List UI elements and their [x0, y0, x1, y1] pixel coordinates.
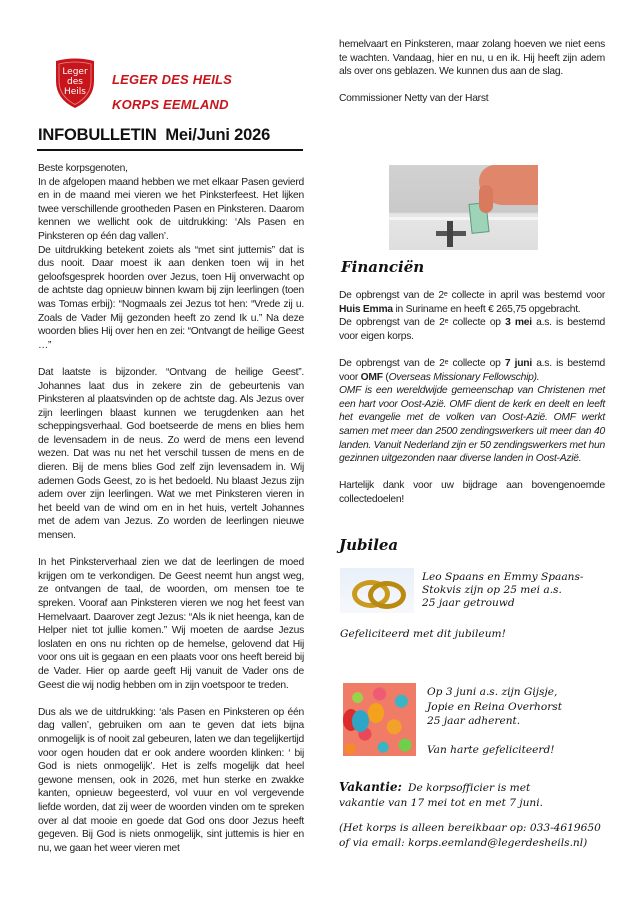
bulletin-title: INFOBULLETIN Mei/Juni 2026 — [38, 126, 271, 144]
svg-text:des: des — [67, 77, 83, 87]
letter-paragraph: Dus als we de uitdrukking: ‘als Pasen en Pinksteren op één dag vallen’, gebruiken om aan te geven dat iets bijna onmogelijk is of nooit zal gebeuren, laten we dan tegelijkertijd voor ogen houden dat er ook andere woorden klinken: ‘ bij God is niets onmogelijk’. Het is zelfs mogelijk dat heel gewone mensen, ook in 2026, met hun sterke en zwakke kanten, opnieuw begeesterd, vol vuur en vol vergevende liefde worden, dat zij weer de woorden vinden om te spreken over al dat mooie en goede dat God ons door Jezus heeft gegeven. Bij God is niets onmogelijk, sint juttemis is hier en nu, we gaan het weer vieren met — [38, 706, 304, 854]
org-name: LEGER DES HEILS — [112, 72, 233, 87]
balloon-icon — [368, 703, 384, 723]
letter-continuation-text: hemelvaart en Pinksteren, maar zolang hoeven we niet eens te wachten. Vandaag, hier en nu, u en ik. Hij heeft zijn adem als over ons geblazen. We kunnen dus aan de slag. — [339, 39, 605, 78]
letter-paragraph: In de afgelopen maand hebben we met elkaar Pasen gevierd en in de maand mei vieren we het Pinksterfeest. Het lijken twee verschillende grootheden Pasen en Pinksteren. Daarom kennen we wellicht ook de uitdrukking: ‘Als Pasen en Pinksteren op één dag vallen’. — [38, 176, 304, 242]
jubilee-adherent-congrats: Van harte gefeliciteerd! — [427, 744, 555, 756]
letter-continuation — [339, 38, 605, 106]
vacation-section: Vakantie: De korpsofficier is met vakantie van 17 mei tot en met 7 juni. (Het korps is alleen bereikbaar op: 033-4619650 of via email: korps.eemland@legerdesheils.nl) — [339, 780, 619, 851]
letter-paragraph: In het Pinksterverhaal zien we dat de leerlingen de moed krijgen om te verkondigen. De Geest neemt hun angst weg, ze ontvangen de taal, de woorden, om mensen toe te spreken. Vooraf aan Pinksteren vieren we nog het feest van Hemelvaart. Daarover zegt Jezus: “Als ik niet heenga, kan de Helper niet tot jullie komen.” Wij moeten de aardse Jezus loslaten en ons nu richten op de hemelse, gelovend dat Hij voor ons uit is gegaan en een plaats voor ons heeft bereid bij de Vader. Hier op aarde geeft Hij vanuit de Vader ons de Geest die wij nodig hebben om in zijn voetspoor te treden. — [38, 557, 304, 691]
jubilee-wedding-text: Leo Spaans en Emmy Spaans- Stokvis zijn op 25 mei a.s. 25 jaar getrouwd — [422, 571, 584, 609]
balloon-icon — [352, 710, 369, 732]
letter-paragraph: De uitdrukking betekent zoiets als “met sint juttemis” dat is dus nooit. Daar moest ik aan denken toen wij in het geloofsgesprek hoorden over Jezus, toen Hij onverwacht op de achtste dag opnieuw binnen kwam bij zijn leerlingen (toen was Tomas erbij): “Nogmaals zei Jezus tot hen: “Vrede zij u. Zoals de Vader Mij gezonden heeft zo zend Ik u.” Na deze woorden blies Hij over hen en zei: “Ontvangt de heilige Geest …” — [38, 244, 304, 351]
letter-signature: Commissioner Netty van der Harst — [339, 93, 489, 105]
jubilea-heading: Jubilea — [339, 536, 399, 554]
finance-paragraph-june: De opbrengst van de 2e collecte op 7 juni a.s. is bestemd voor OMF (Overseas Missionary Fellowschip). — [339, 357, 606, 383]
finance-paragraph-may: De opbrengst van de 2e collecte op 3 mei a.s. is bestemd voor eigen korps. — [339, 317, 605, 342]
contact-phone: (Het korps is alleen bereikbaar op: 033-4619650 — [339, 822, 601, 834]
letter-paragraph: Dat laatste is bijzonder. “Ontvang de heilige Geest”. Johannes laat dus in zekere zin de gebeurtenis van Pinksteren al plaatsvinden op de achtste dag. Als Jezus over zijn leerlingen blaast kunnen we terugdenken aan het scheppingsverhaal. God boetseerde de mens en blies hem de levensadem in de neus. Zo werd de mens een levend wezen. Dat was nu net het verschil tussen de mens en de dieren. Bij de mens blies God zelf zijn levensadem in. Wij ademen Gods Geest, zo is het bedoeld. Nu blaast Jezus zijn adem over zijn leerlingen. Wat we met Pinksteren vieren in het beeld van de wind om en in het huis, vertelt Johannes met de adem van Jezus. Zo worden de leerlingen nieuwe mensen. — [38, 366, 304, 542]
wedding-rings-image — [340, 568, 414, 613]
omf-description: OMF is een wereldwijde gemeenschap van Christenen met een hart voor Oost-Azië. OMF dient de kerk en deelt en leeft het evangelie met de volken van Oost-Azië. OMF werkt samen met meer dan 2500 zendingswerkers uit meer dan 40 landen. Vanuit Nederland zijn er 50 zendingswerkers met hun gezinnen uitgezonden naar diverse landen in Oost-Azië. — [339, 385, 605, 465]
title-divider — [37, 149, 303, 151]
finance-paragraph-april: De opbrengst van de 2e collecte in april was bestemd voor Huis Emma in Suriname en heeft € 265,75 opgebracht. — [339, 290, 605, 315]
svg-text:Heils: Heils — [64, 87, 86, 97]
jubilee-wedding-congrats: Gefeliciteerd met dit jubileum! — [340, 628, 506, 640]
contact-email[interactable]: of via email: korps.eemland@legerdesheils.nl) — [339, 837, 588, 849]
ring-icon — [368, 581, 406, 609]
letter-column — [38, 162, 304, 855]
salvation-army-shield-logo — [52, 57, 98, 109]
letter-greeting: Beste korpsgenoten, — [38, 163, 128, 174]
balloons-image — [343, 683, 416, 756]
finances-section — [339, 289, 605, 507]
finance-thanks: Hartelijk dank voor uw bijdrage aan bovengenoemde collectedoelen! — [339, 480, 605, 505]
vacation-label: Vakantie: — [339, 780, 402, 794]
org-corps: KORPS EEMLAND — [112, 97, 229, 112]
jubilee-adherent-text: Op 3 juni a.s. zijn Gijsje, Jopie en Reina Overhorst 25 jaar adherent. Van harte gefeliciteerd! — [427, 685, 617, 758]
collection-photo — [389, 165, 538, 250]
svg-text:Leger: Leger — [62, 67, 88, 77]
finances-heading: Financiën — [341, 258, 425, 276]
